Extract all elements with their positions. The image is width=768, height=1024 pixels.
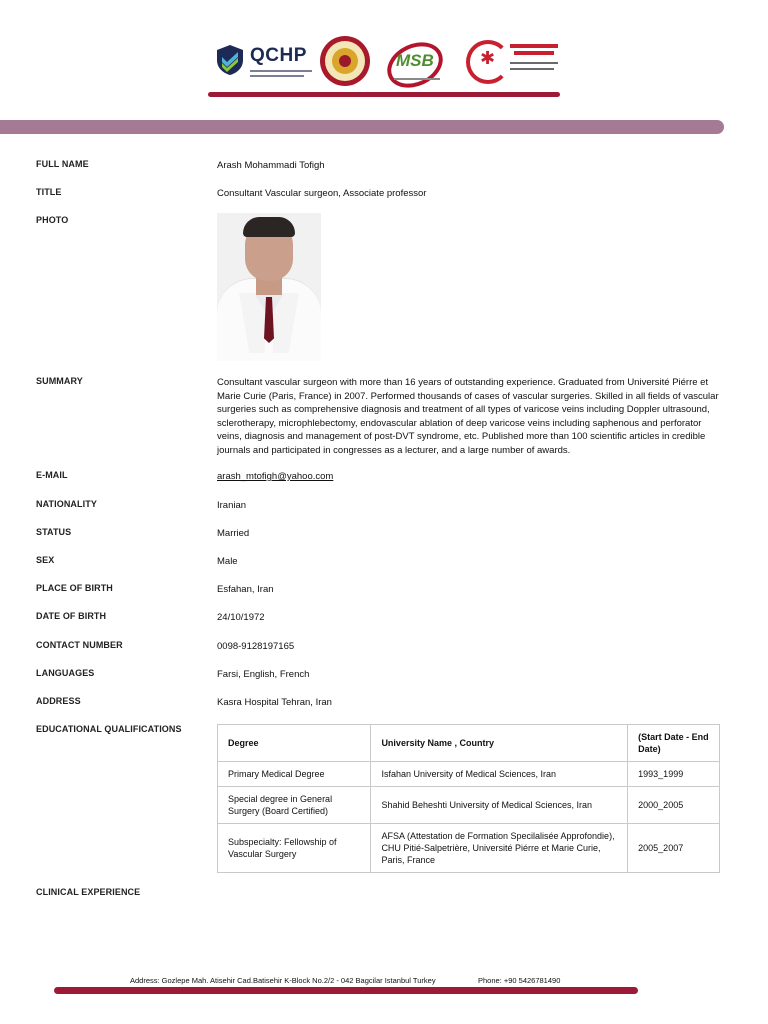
table-row xyxy=(218,762,720,787)
label-contact-number: CONTACT NUMBER xyxy=(36,640,123,650)
value-summary: Consultant vascular surgeon with more than 16 years of outstanding experience. Graduated from Université Piérre et Marie Curie (Paris, France) in 2007. Performed thousands of cases of vascular surgeries. Skilled in all fields of vascular surgeries such as comprehensive diagnosis and treatment of all types of varicose veins including Doppler ultrasound, sclerotherapy, microphlebectomy, endovascular ablation of deep varicose veins including saphenous and perforator veins, diagnosis and management of post-DVT syndrome, etc. Published more than 100 scientific articles in credible journals and participated in congresses as a lecturer, and a large number of awards. xyxy=(217,377,719,456)
label-summary: SUMMARY xyxy=(36,376,83,386)
value-date-of-birth: 24/10/1972 xyxy=(217,612,265,623)
table-cell: 2000_2005 xyxy=(628,787,720,824)
footer-address: Address: Gozlepe Mah. Atisehir Cad.Batisehir K-Block No.2/2 - 042 Bagcilar Istanbul Turkey xyxy=(130,976,436,985)
label-title: TITLE xyxy=(36,187,62,197)
table-header-row xyxy=(218,725,720,762)
label-nationality: NATIONALITY xyxy=(36,499,97,509)
msb-logo-text: MSB xyxy=(396,51,434,70)
value-place-of-birth: Esfahan, Iran xyxy=(217,584,274,595)
table-cell: Primary Medical Degree xyxy=(218,762,371,787)
state-of-qatar-seal xyxy=(320,36,370,86)
footer-contact xyxy=(130,976,630,985)
accent-band xyxy=(0,120,724,134)
qchp-logo-text: QCHP xyxy=(250,45,307,66)
footer-phone: Phone: +90 5426781490 xyxy=(478,976,561,985)
value-contact-number: 0098-9128197165 xyxy=(217,641,295,652)
value-sex: Male xyxy=(217,556,238,567)
value-title: Consultant Vascular surgeon, Associate professor xyxy=(217,188,427,199)
msb-logo xyxy=(384,38,442,86)
table-cell: 2005_2007 xyxy=(628,824,720,873)
label-address: ADDRESS xyxy=(36,696,81,706)
profile-photo xyxy=(217,213,321,361)
value-nationality: Iranian xyxy=(217,500,247,511)
header-logos xyxy=(214,34,560,90)
table-cell: 1993_1999 xyxy=(628,762,720,787)
value-languages: Farsi, English, French xyxy=(217,669,310,680)
label-sex: SEX xyxy=(36,555,55,565)
oman-ministry-of-health-logo: ✱ xyxy=(466,38,560,84)
footer-rule xyxy=(54,987,638,994)
qchp-shield-icon xyxy=(216,44,244,76)
label-education: EDUCATIONAL QUALIFICATIONS xyxy=(36,724,182,734)
education-table xyxy=(217,724,720,873)
label-date-of-birth: DATE OF BIRTH xyxy=(36,611,107,621)
table-cell: Subspecialty: Fellowship of Vascular Surgery xyxy=(218,824,371,873)
table-row xyxy=(218,824,720,873)
table-cell: AFSA (Attestation de Formation Specilalisée Approfondie), CHU Pitié-Salpetrière, Université Piérre et Marie Curie, Paris, France xyxy=(371,824,628,873)
value-status: Married xyxy=(217,528,250,539)
label-full-name: FULL NAME xyxy=(36,159,89,169)
value-full-name: Arash Mohammadi Tofigh xyxy=(217,160,325,171)
qchp-logo xyxy=(214,42,312,82)
label-languages: LANGUAGES xyxy=(36,668,95,678)
column-header-dates: (Start Date - End Date) xyxy=(628,725,720,762)
column-header-university: University Name , Country xyxy=(371,725,628,762)
label-photo: PHOTO xyxy=(36,215,69,225)
column-header-degree: Degree xyxy=(218,725,371,762)
value-address: Kasra Hospital Tehran, Iran xyxy=(217,697,332,708)
label-email: E-MAIL xyxy=(36,470,68,480)
table-row xyxy=(218,787,720,824)
header-rule xyxy=(208,92,560,97)
table-cell: Special degree in General Surgery (Board Certified) xyxy=(218,787,371,824)
email-link[interactable]: arash_mtofigh@yahoo.com xyxy=(217,471,334,482)
label-place-of-birth: PLACE OF BIRTH xyxy=(36,583,113,593)
table-cell: Isfahan University of Medical Sciences, Iran xyxy=(371,762,628,787)
label-clinical-experience: CLINICAL EXPERIENCE xyxy=(36,887,141,897)
label-status: STATUS xyxy=(36,527,72,537)
table-cell: Shahid Beheshti University of Medical Sciences, Iran xyxy=(371,787,628,824)
